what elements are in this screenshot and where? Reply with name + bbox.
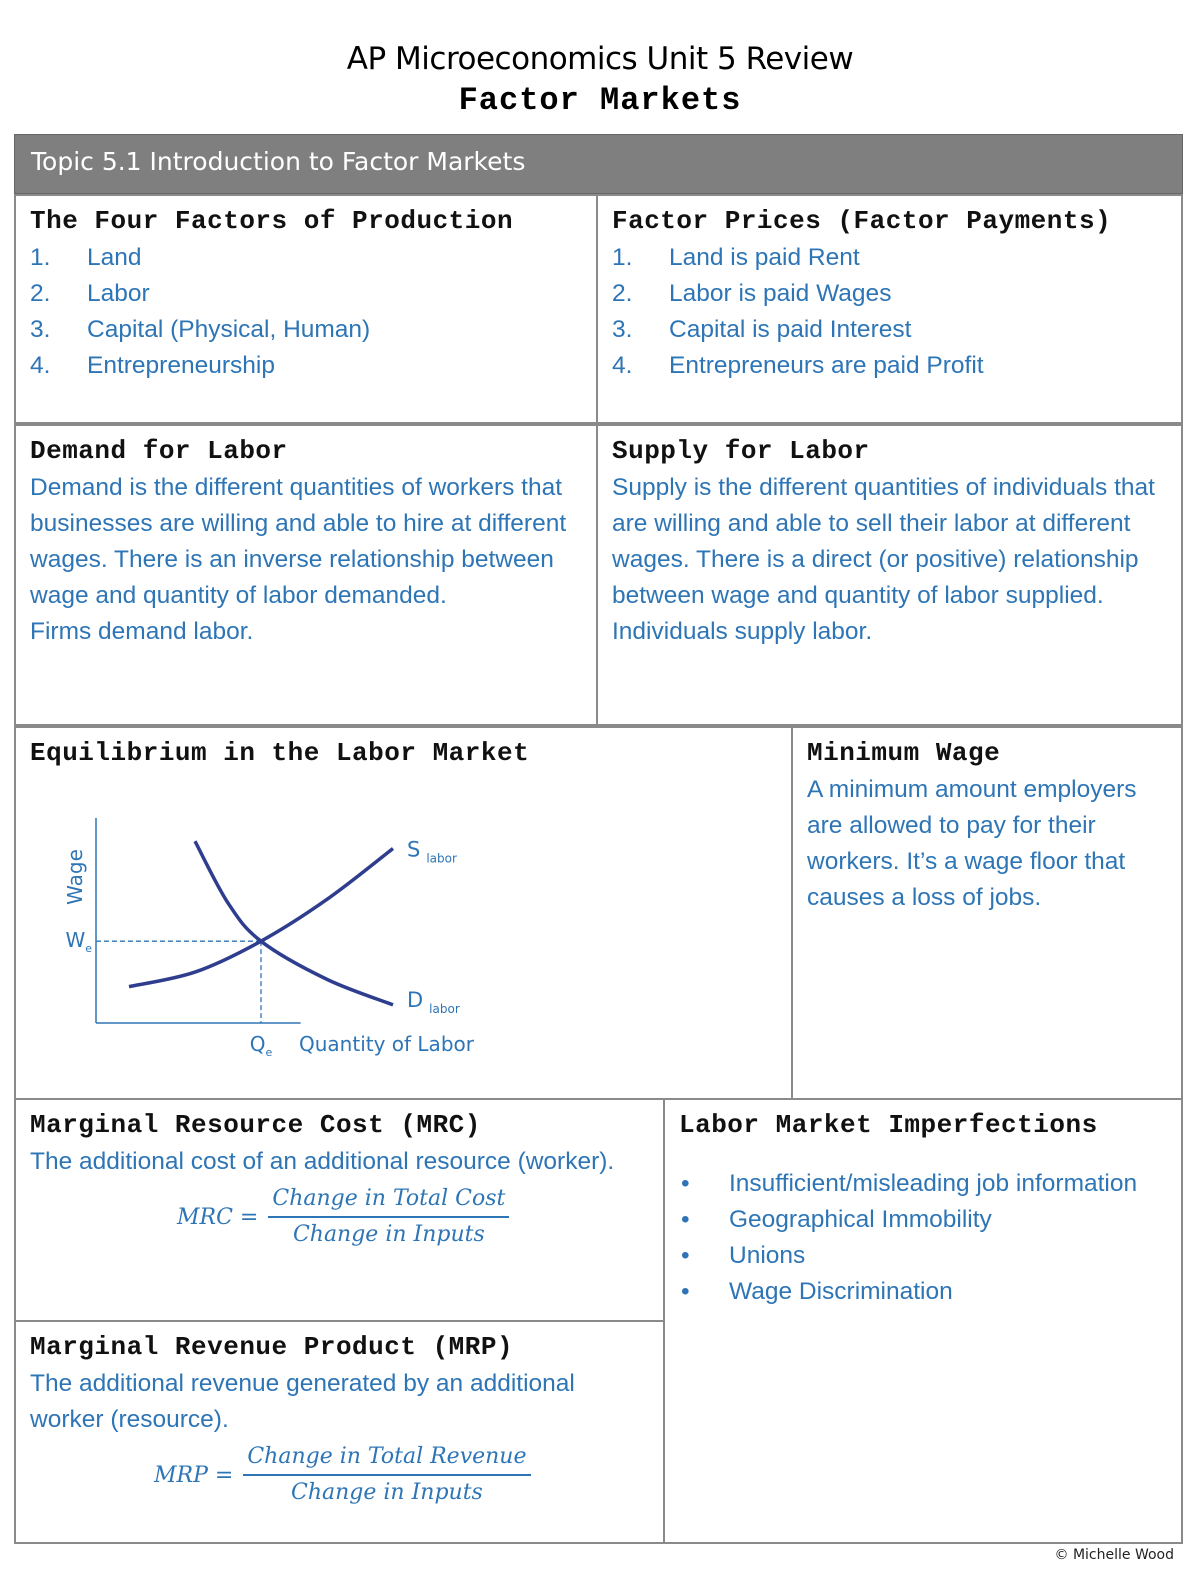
list-item	[679, 1238, 1169, 1274]
list-text: Land is paid Rent	[669, 244, 860, 271]
labor-market-chart	[40, 805, 480, 1065]
list-text: Entrepreneurs are paid Profit	[669, 352, 984, 379]
demand-note: Firms demand labor.	[30, 618, 254, 645]
list-text: Land	[87, 244, 142, 271]
mrp-body: The additional revenue generated by an additional worker (resource).	[30, 1370, 575, 1433]
list-item	[612, 240, 1169, 276]
equilibrium-quantity-label	[250, 1032, 273, 1059]
minwage-heading: Minimum Wage	[807, 738, 1001, 768]
imperfections-heading: Labor Market Imperfections	[679, 1110, 1098, 1140]
mrc-box	[14, 1098, 665, 1322]
list-text: Insufficient/misleading job information	[729, 1170, 1138, 1197]
bullet-icon: •	[681, 1206, 690, 1233]
supply-box	[596, 424, 1183, 726]
mrp-box	[14, 1320, 665, 1544]
list-number: 4.	[612, 352, 633, 379]
list-item	[612, 276, 1169, 312]
we-sub: e	[85, 942, 92, 956]
list-text: Labor is paid Wages	[669, 280, 892, 307]
mrc-heading: Marginal Resource Cost (MRC)	[30, 1110, 481, 1140]
factors-list	[30, 240, 584, 384]
list-item	[30, 348, 584, 384]
d-main: D	[407, 987, 424, 1012]
factors-box	[14, 194, 598, 424]
list-text: Capital is paid Interest	[669, 316, 912, 343]
list-number: 2.	[30, 280, 51, 307]
list-item	[612, 312, 1169, 348]
s-sub: labor	[426, 851, 457, 866]
factors-heading: The Four Factors of Production	[30, 206, 514, 236]
supply-body: Supply is the different quantities of individuals that are willing and able to sell their labor at different wages. There is a direct (or positive) relationship between wage and quantity of labor supplied.	[612, 474, 1155, 609]
list-number: 3.	[30, 316, 51, 343]
equilibrium-wage-label	[65, 928, 92, 955]
y-axis-label: Wage	[63, 849, 87, 905]
mrc-lhs: MRC =	[177, 1204, 259, 1230]
equilibrium-heading: Equilibrium in the Labor Market	[30, 738, 530, 768]
list-number: 2.	[612, 280, 633, 307]
list-number: 4.	[30, 352, 51, 379]
we-main: W	[65, 928, 86, 953]
imperfections-box	[663, 1098, 1183, 1544]
list-item	[30, 312, 584, 348]
mrc-formula	[30, 1184, 651, 1250]
imperfections-list	[679, 1166, 1169, 1310]
list-text: Entrepreneurship	[87, 352, 275, 379]
list-number: 1.	[612, 244, 633, 271]
mrp-numerator: Change in Total Revenue	[243, 1442, 530, 1476]
supply-note: Individuals supply labor.	[612, 618, 873, 645]
list-number: 1.	[30, 244, 51, 271]
mrc-body: The additional cost of an additional resource (worker).	[30, 1148, 615, 1175]
list-item	[679, 1202, 1169, 1238]
copyright-footer: © Michelle Wood	[1054, 1547, 1174, 1563]
list-item	[679, 1274, 1169, 1310]
list-item	[30, 240, 584, 276]
prices-list	[612, 240, 1169, 384]
mrc-fraction	[268, 1184, 509, 1250]
bullet-icon: •	[681, 1242, 690, 1269]
title-line-1: AP Microeconomics Unit 5 Review	[346, 41, 854, 77]
title-line-2: Factor Markets	[458, 82, 742, 119]
list-number: 3.	[612, 316, 633, 343]
list-text: Unions	[729, 1242, 806, 1269]
mrp-fraction	[243, 1442, 530, 1508]
supply-heading: Supply for Labor	[612, 436, 870, 466]
x-axis-label: Quantity of Labor	[299, 1032, 474, 1056]
prices-box	[596, 194, 1183, 424]
list-text: Geographical Immobility	[729, 1206, 992, 1233]
mrc-denominator: Change in Inputs	[292, 1222, 485, 1247]
list-item	[679, 1166, 1169, 1202]
list-text: Capital (Physical, Human)	[87, 316, 371, 343]
prices-heading: Factor Prices (Factor Payments)	[612, 206, 1112, 236]
list-text: Wage Discrimination	[729, 1278, 953, 1305]
mrp-heading: Marginal Revenue Product (MRP)	[30, 1332, 514, 1362]
supply-curve-label	[407, 837, 457, 865]
mrc-numerator: Change in Total Cost	[268, 1184, 509, 1218]
qe-sub: e	[265, 1046, 273, 1059]
list-item	[612, 348, 1169, 384]
d-sub: labor	[429, 1001, 460, 1016]
bullet-icon: •	[681, 1278, 690, 1305]
mrp-lhs: MRP =	[154, 1462, 234, 1488]
topic-bar: Topic 5.1 Introduction to Factor Markets	[14, 134, 1183, 194]
mrp-formula	[30, 1442, 651, 1508]
minwage-body: A minimum amount employers are allowed to pay for their workers. It’s a wage floor that causes a loss of jobs.	[807, 776, 1137, 911]
minwage-box	[791, 726, 1183, 1100]
demand-body: Demand is the different quantities of workers that businesses are willing and able to hire at different wages. There is an inverse relationship between wage and quantity of labor demanded.	[30, 474, 567, 609]
demand-heading: Demand for Labor	[30, 436, 288, 466]
page-title	[0, 38, 1200, 122]
bullet-icon: •	[681, 1170, 690, 1197]
s-main: S	[407, 837, 421, 862]
qe-main: Q	[249, 1032, 266, 1056]
list-item	[30, 276, 584, 312]
mrp-denominator: Change in Inputs	[291, 1480, 483, 1505]
demand-box	[14, 424, 598, 726]
list-text: Labor	[87, 280, 150, 307]
demand-curve-label	[407, 988, 460, 1016]
